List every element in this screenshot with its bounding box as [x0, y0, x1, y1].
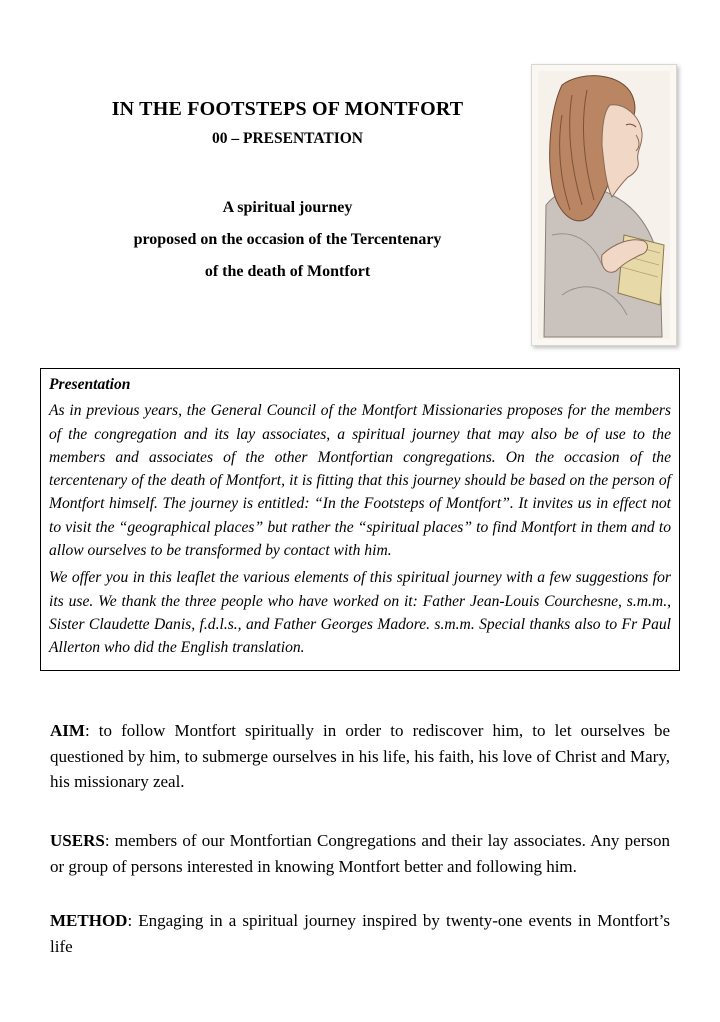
intro-line: of the death of Montfort [204, 263, 371, 280]
intro-lines [60, 192, 515, 288]
intro-line: proposed on the occasion of the Tercentenary [133, 231, 442, 248]
users-label: USERS [50, 831, 105, 850]
aim-label: AIM [50, 721, 85, 740]
presentation-paragraph: As in previous years, the General Council of the Montfort Missionaries proposes for the members of the congregation and its lay associates, a spiritual journey that may also be of use to the members and associates of the other Montfortian congregations. On the occasion of the tercentenary of the death of Montfort, it is fitting that this journey should be based on the person of Montfort himself. The journey is entitled: “In the Footsteps of Montfort”. It invites us in effect not to visit the “geographical places” but rather the “spiritual places” to find Montfort in them and to allow ourselves to be transformed by contact with him. [49, 402, 671, 560]
method-section [50, 908, 670, 959]
method-text: : Engaging in a spiritual journey inspired by twenty-one events in Montfort’s life [50, 911, 670, 956]
aim-text: : to follow Montfort spiritually in order to rediscover him, to let ourselves be questioned by him, to submerge ourselves in his life, his faith, his love of Christ and Mary, his missionary zeal. [50, 721, 670, 791]
document-subtitle: 00 – PRESENTATION [211, 130, 363, 147]
method-label: METHOD [50, 911, 128, 930]
portrait-illustration-frame [531, 64, 677, 346]
document-title: IN THE FOOTSTEPS OF MONTFORT [111, 98, 464, 120]
aim-section [50, 718, 670, 795]
presentation-paragraph: We offer you in this leaflet the various elements of this spiritual journey with a few suggestions for its use. We thank the three people who have worked on it: Father Jean-Louis Courchesne, s.m.m., Sister Claudette Danis, f.d.l.s., and Father Georges Madore. s.m.m. Special thanks also to Fr Paul Allerton who did the English translation. [49, 569, 671, 657]
intro-line: A spiritual journey [222, 199, 353, 216]
header-block [60, 92, 515, 288]
users-section [50, 828, 670, 879]
users-text: : members of our Montfortian Congregations and their lay associates. Any person or group of persons interested in knowing Montfort better and following him. [50, 831, 670, 876]
presentation-heading: Presentation [49, 376, 131, 393]
portrait-illustration [532, 65, 676, 345]
presentation-box [40, 368, 680, 671]
